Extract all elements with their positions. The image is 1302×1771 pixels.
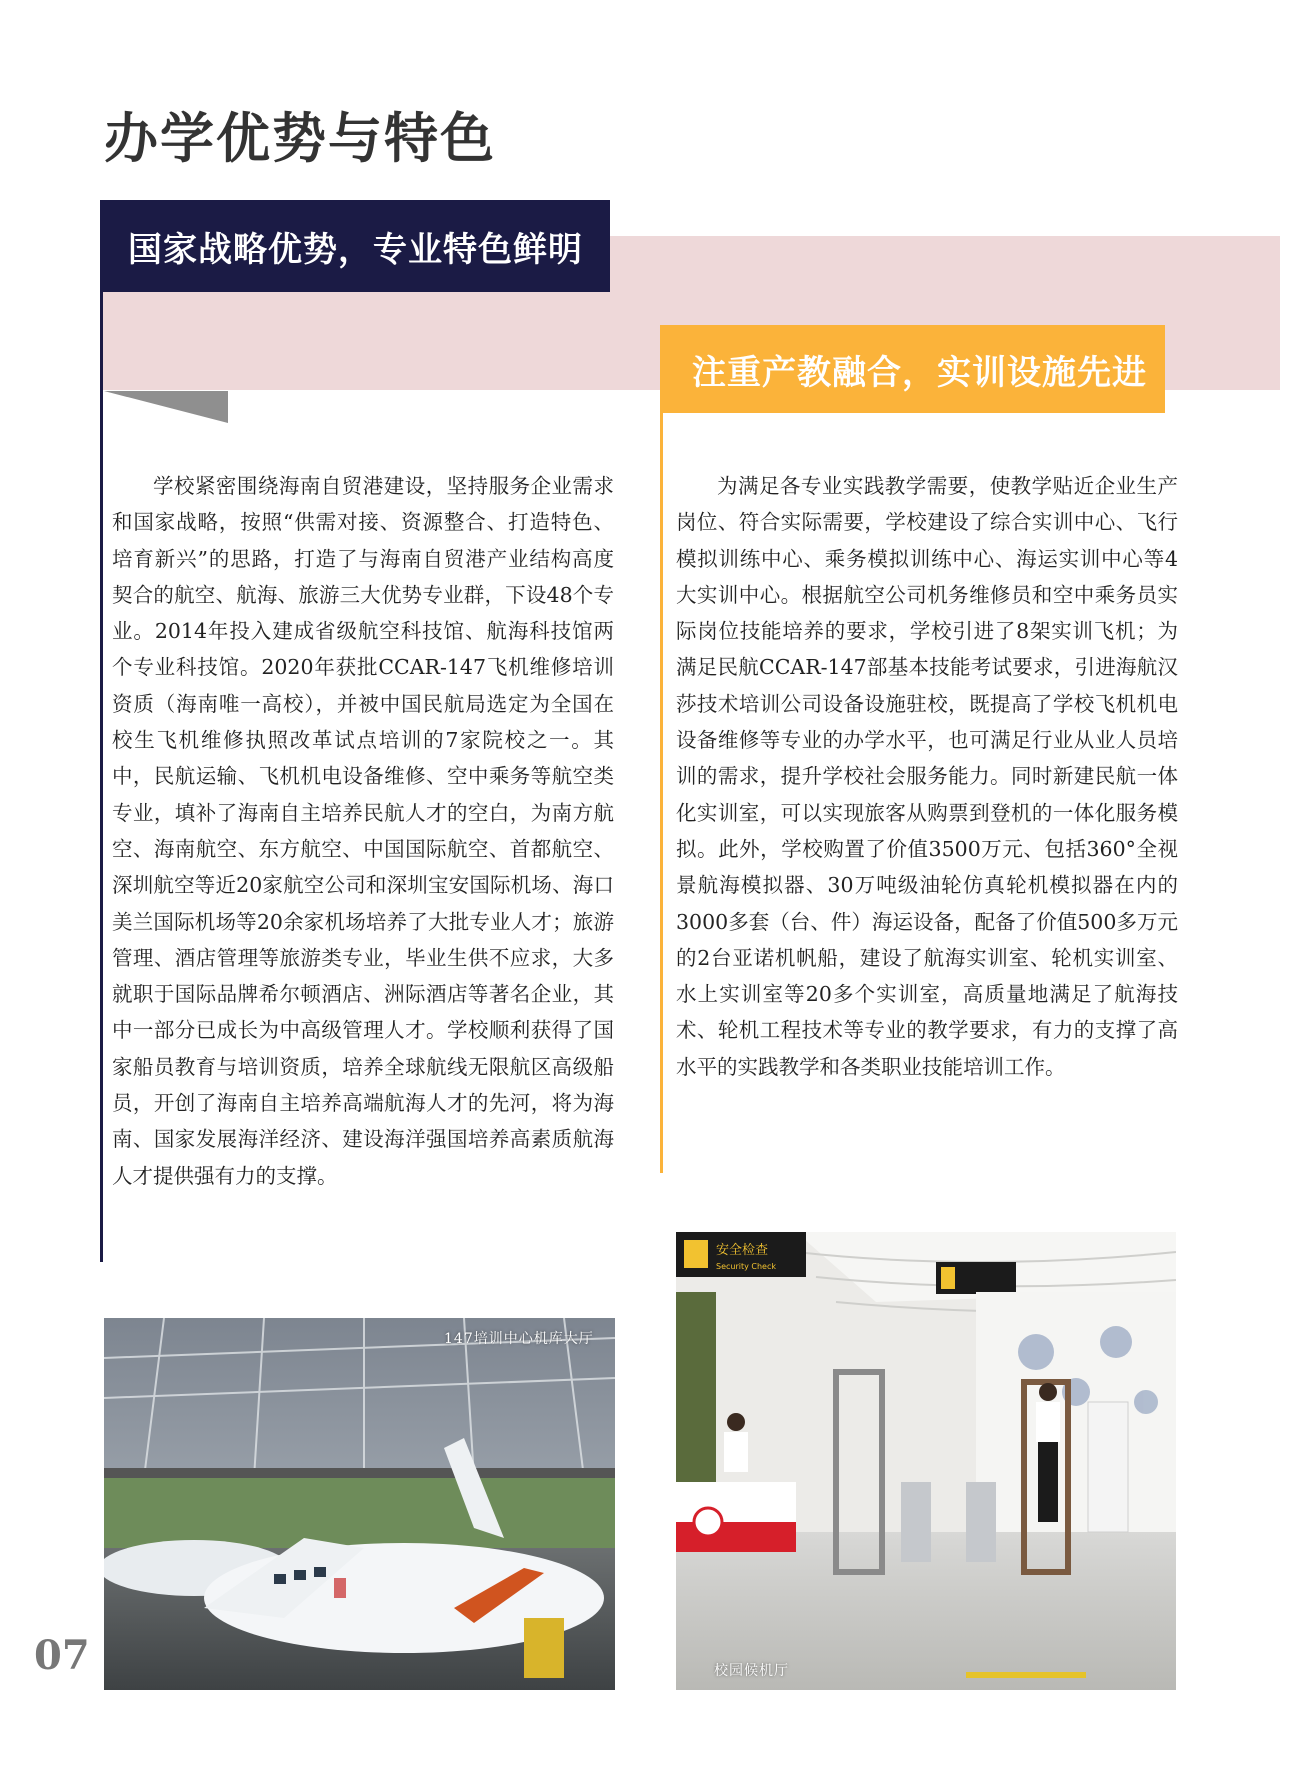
hangar-illustration: [104, 1318, 615, 1690]
section-heading-left: [100, 200, 610, 292]
hangar-caption: 147培训中心机库大厅: [444, 1331, 594, 1347]
page-number: 07: [34, 1632, 90, 1679]
section-heading-right: [660, 325, 1165, 413]
hangar-photo: [104, 1318, 615, 1690]
lobby-illustration: [676, 1232, 1176, 1690]
left-column-body: 学校紧密围绕海南自贸港建设，坚持服务企业需求和国家战略，按照“供需对接、资源整合、打造特色、培育新兴”的思路，打造了与海南自贸港产业结构高度契合的航空、航海、旅游三大优势专业群，下设48个专业。2014年投入建成省级航空科技馆、航海科技馆两个专业科技馆。2020年获批CCAR-147飞机维修培训资质（海南唯一高校），并被中国民航局选定为全国在校生飞机维修执照改革试点培训的7家院校之一。其中，民航运输、飞机机电设备维修、空中乘务等航空类专业，填补了海南自主培养民航人才的空白，为南方航空、海南航空、东方航空、中国国际航空、首都航空、深圳航空等近20家航空公司和深圳宝安国际机场、海口美兰国际机场等20余家机场培养了大批专业人才；旅游管理、酒店管理等旅游类专业，毕业生供不应求，大多就职于国际品牌希尔顿酒店、洲际酒店等著名企业，其中一部分已成长为中高级管理人才。学校顺利获得了国家船员教育与培训资质，培养全球航线无限航区高级船员，开创了海南自主培养高端航海人才的先河，将为海南、国家发展海洋经济、建设海洋强国培养高素质航海人才提供强有力的支撑。: [112, 474, 614, 1188]
right-accent-line: [660, 413, 663, 1173]
security-sign-cn: 安全检查: [716, 1243, 769, 1258]
right-column-body: 为满足各专业实践教学需要，使教学贴近企业生产岗位、符合实际需要，学校建设了综合实训中心、飞行模拟训练中心、乘务模拟训练中心、海运实训中心等4大实训中心。根据航空公司机务维修员和空中乘务员实际岗位技能培养的要求，学校引进了8架实训飞机；为满足民航CCAR-147部基本技能考试要求，引进海航汉莎技术培训公司设备设施驻校，既提高了学校飞机机电设备维修等专业的办学水平，也可满足行业从业人员培训的需求，提升学校社会服务能力。同时新建民航一体化实训室，可以实现旅客从购票到登机的一体化服务模拟。此外，学校购置了价值3500万元、包括360°全视景航海模拟器、30万吨级油轮仿真轮机模拟器在内的3000多套（台、件）海运设备，配备了价值500多万元的2台亚诺机帆船，建设了航海实训室、轮机实训室、水上实训室等20多个实训室，高质量地满足了航海技术、轮机工程技术等专业的教学要求，有力的支撑了高水平的实践教学和各类职业技能培训工作。: [676, 474, 1178, 1079]
section-heading-left-text: 国家战略优势，专业特色鲜明: [128, 229, 583, 270]
lobby-photo: [676, 1232, 1176, 1690]
security-sign-en: Security Check: [716, 1262, 777, 1271]
lobby-caption: 校园候机厅: [714, 1663, 789, 1679]
page-title: 办学优势与特色: [104, 107, 496, 170]
decorative-triangle: [104, 391, 228, 423]
left-accent-line: [100, 292, 103, 1262]
section-heading-right-text: 注重产教融合，实训设施先进: [692, 352, 1147, 393]
